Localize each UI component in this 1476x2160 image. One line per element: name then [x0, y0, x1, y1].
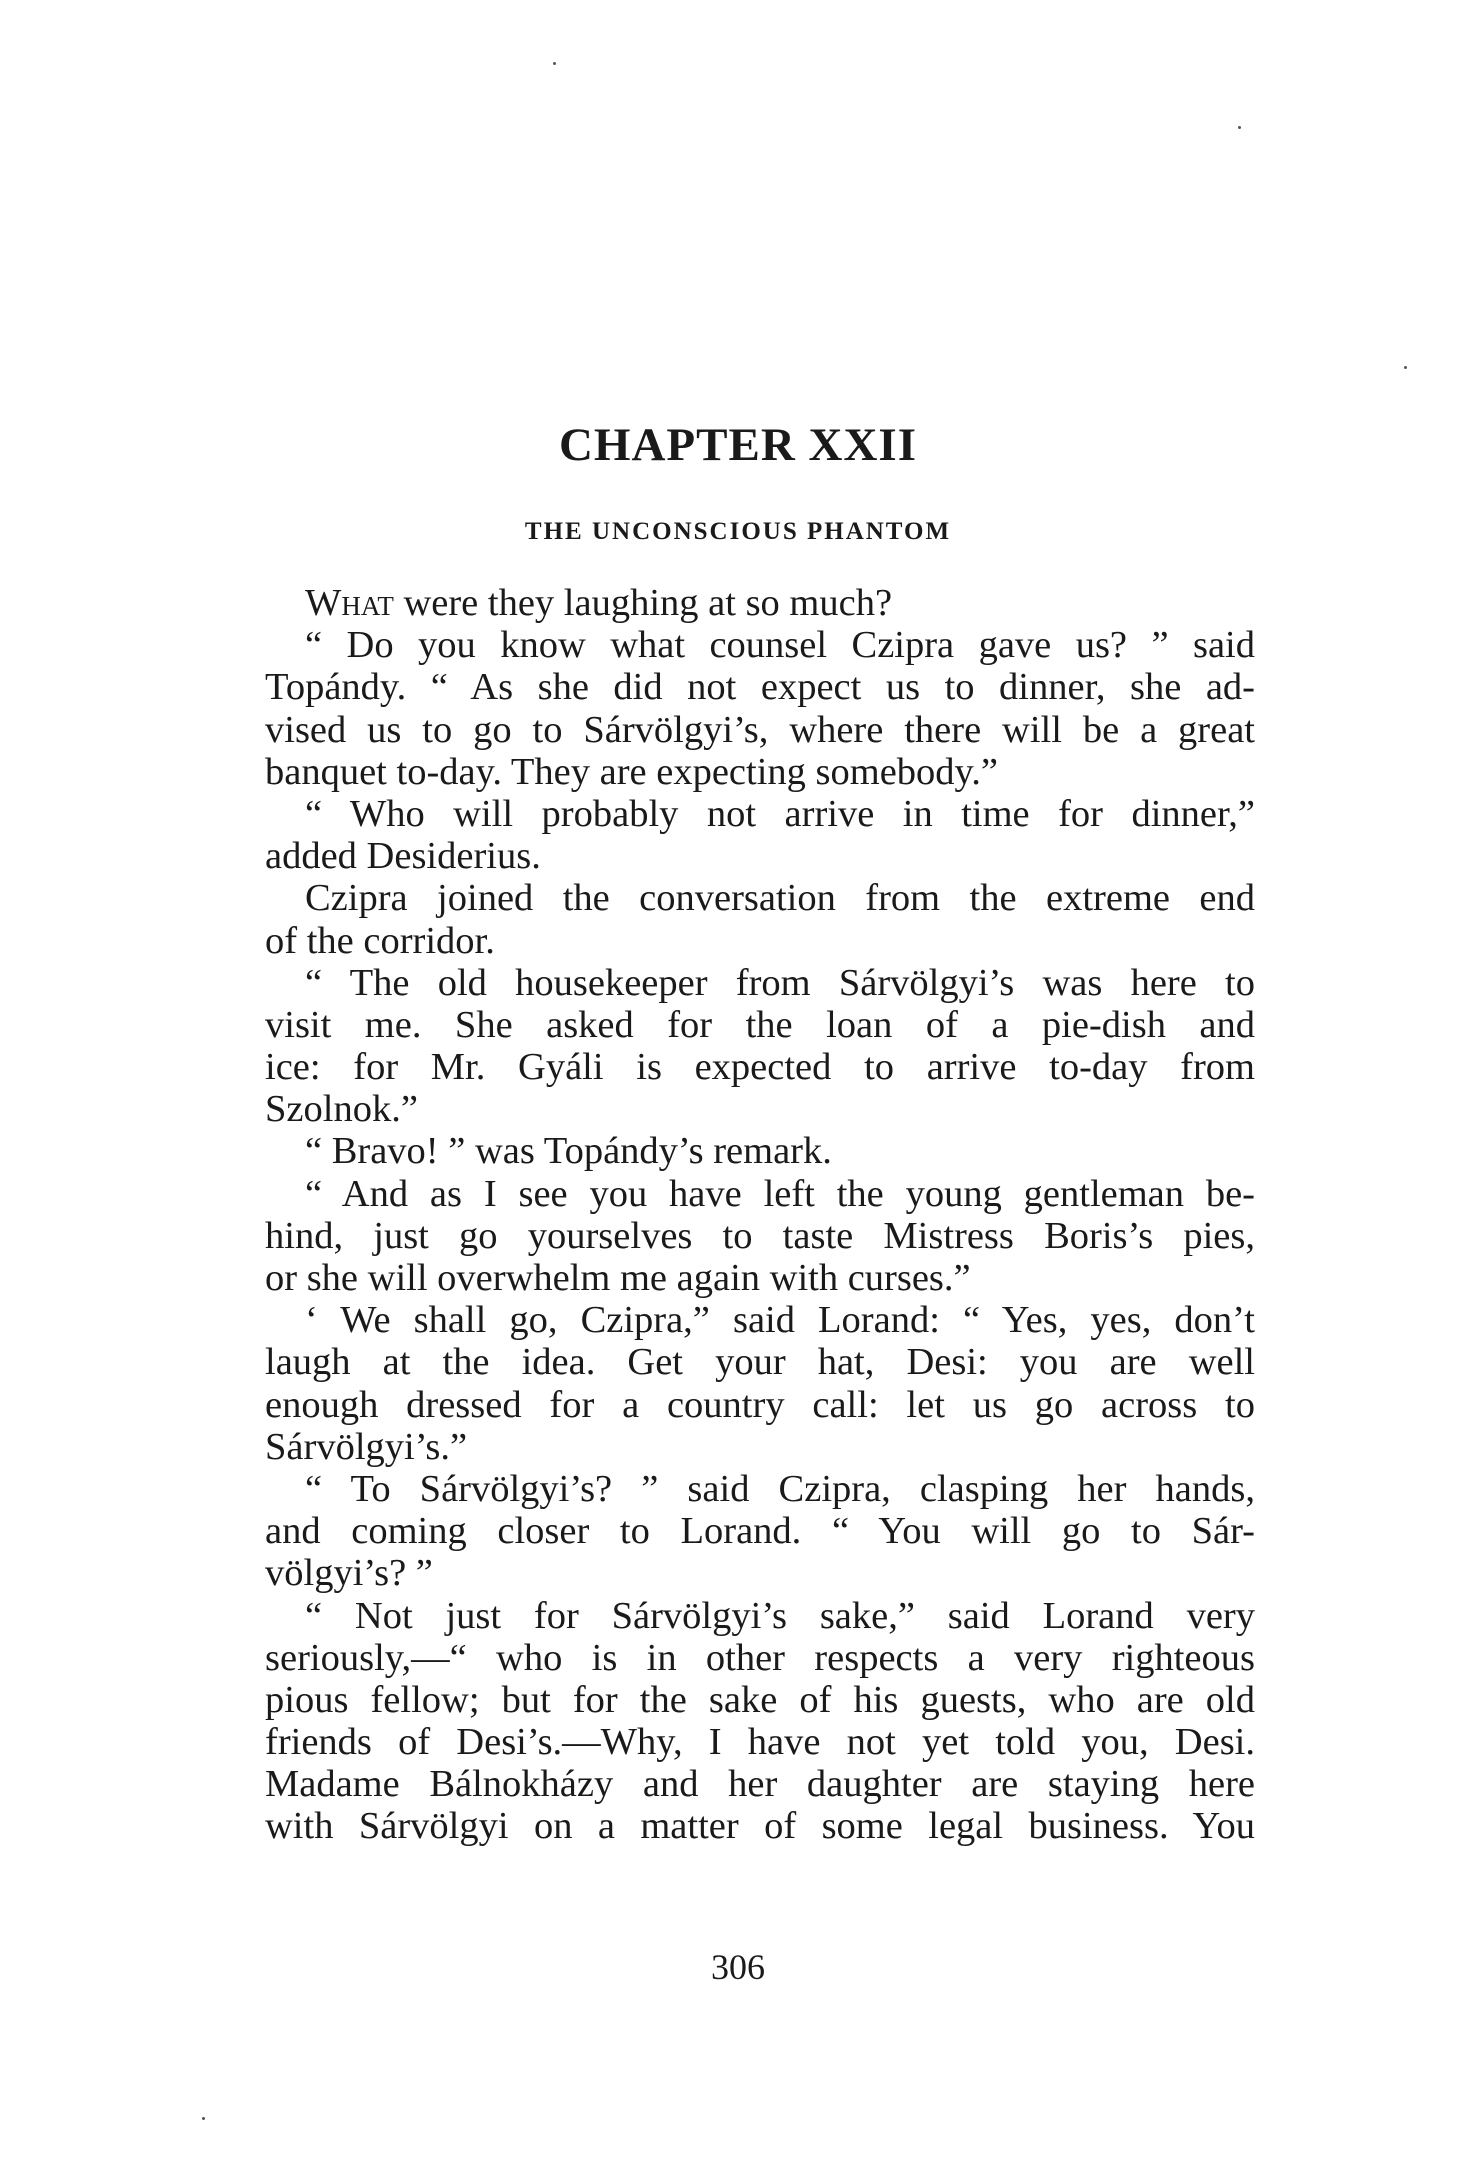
- chapter-title: CHAPTER XXII: [558, 419, 917, 471]
- text-line: Czipra joined the conversation from the extreme end: [305, 877, 1255, 920]
- text-line: Topándy. “ As she did not expect us to dinner, she ad-: [265, 666, 1255, 709]
- text-line: friends of Desi’s.—Why, I have not yet told you, Desi.: [265, 1721, 1255, 1764]
- text-line: seriously,—“ who is in other respects a very righteous: [265, 1636, 1255, 1679]
- text-line: Szolnok.”: [265, 1088, 418, 1131]
- ink-speck: [202, 2117, 205, 2120]
- text-line: of the corridor.: [265, 919, 495, 962]
- text-line: [265, 582, 1255, 624]
- text-line: Madame Bálnokházy and her daughter are staying here: [265, 1763, 1255, 1806]
- text-line: or she will overwhelm me again with curses.”: [265, 1257, 971, 1299]
- text-line: völgyi’s? ”: [265, 1552, 433, 1595]
- chapter-subtitle: THE UNCONSCIOUS PHANTOM: [524, 518, 952, 545]
- text-line: banquet to-day. They are expecting somebody.”: [265, 750, 999, 793]
- text-line: ‘ We shall go, Czipra,” said Lorand: “ Yes, yes, don’t: [305, 1299, 1255, 1342]
- text-line: “ The old housekeeper from Sárvölgyi’s was here to: [305, 961, 1255, 1004]
- text-line: enough dressed for a country call: let us go across to: [265, 1383, 1255, 1426]
- text-line: “ And as I see you have left the young gentleman be-: [305, 1172, 1255, 1215]
- text-line: “ To Sárvölgyi’s? ” said Czipra, clasping her hands,: [305, 1467, 1255, 1510]
- text-line: added Desiderius.: [265, 835, 541, 878]
- ink-speck: [1238, 126, 1241, 129]
- page-number: 306: [711, 1947, 765, 1987]
- text-line: Sárvölgyi’s.”: [265, 1425, 468, 1468]
- ink-speck: [1404, 366, 1407, 369]
- text-line: “ Not just for Sárvölgyi’s sake,” said Lorand very: [305, 1594, 1255, 1637]
- text-line: “ Do you know what counsel Czipra gave us? ” said: [305, 624, 1255, 667]
- text-line: laugh at the idea. Get your hat, Desi: you are well: [265, 1341, 1255, 1384]
- text-line: pious fellow; but for the sake of his guests, who are old: [265, 1678, 1255, 1721]
- body-text: [265, 582, 1255, 1848]
- line-text: were they laughing at so much?: [393, 582, 893, 624]
- text-line: and coming closer to Lorand. “ You will go to Sár-: [265, 1510, 1255, 1553]
- text-line: hind, just go yourselves to taste Mistress Boris’s pies,: [265, 1214, 1255, 1257]
- text-line: visit me. She asked for the loan of a pie-dish and: [265, 1003, 1255, 1046]
- text-line: vised us to go to Sárvölgyi’s, where there will be a great: [265, 708, 1255, 751]
- ink-speck: [553, 62, 556, 65]
- text-line: ice: for Mr. Gyáli is expected to arrive to-day from: [265, 1046, 1255, 1089]
- text-line: “ Who will probably not arrive in time for dinner,”: [305, 792, 1255, 835]
- text-line: “ Bravo! ” was Topándy’s remark.: [305, 1130, 832, 1173]
- text-line: with Sárvölgyi on a matter of some legal business. You: [265, 1805, 1255, 1848]
- opening-word: What: [305, 582, 394, 624]
